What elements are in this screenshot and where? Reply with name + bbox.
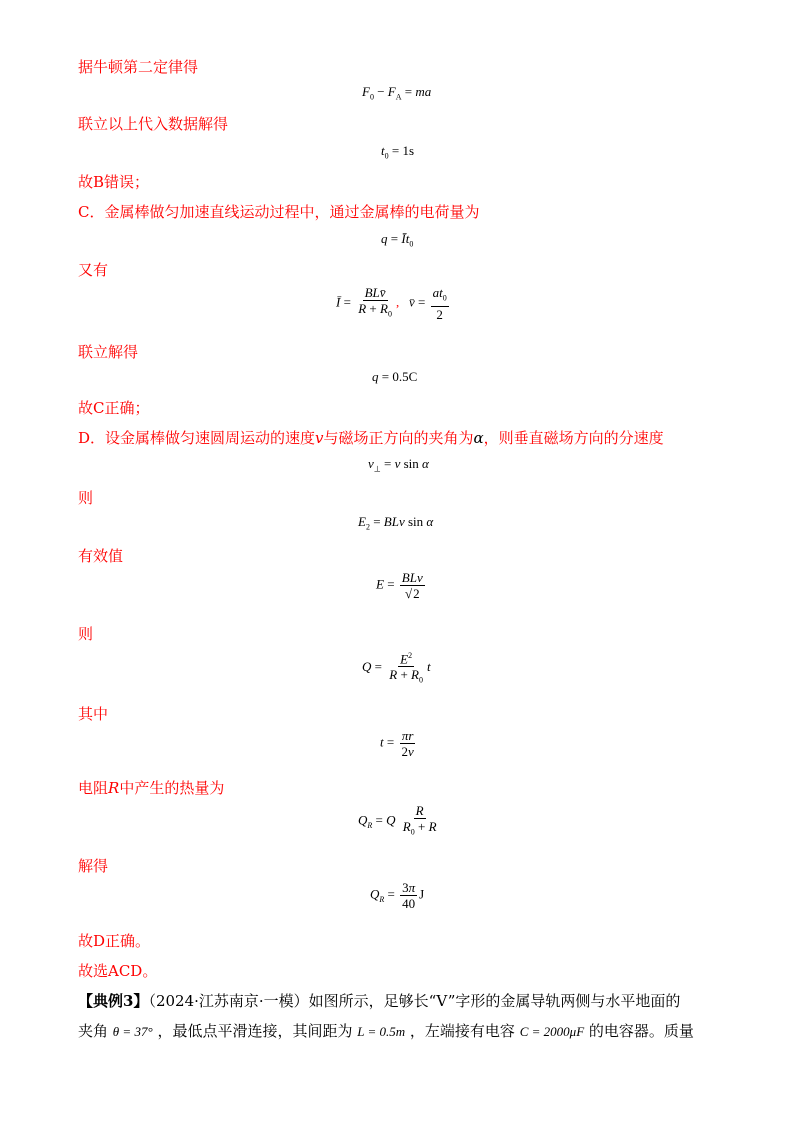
equation-charge: $q = Īt_0$ [381,231,414,249]
text-line: 有效值 [78,547,124,565]
text-line: 解得 [78,857,109,875]
text-line: 又有 [78,261,109,279]
capacitance-value: C = 2000μF [519,1024,585,1039]
example-line-2: 夹角 θ = 37° ，最低点平滑连接，其间距为 L = 0.5m ，左端接有电容 C = 2000μF 的电容器。质量 [78,1022,694,1040]
text-line: 故B错误； [78,173,150,191]
text-line-d: D．设金属棒做匀速圆周运动的速度v与磁场正方向的夹角为α，则垂直磁场方向的分速度 [78,429,664,447]
text-line: 故D正确。 [78,932,151,950]
text-line: 故选ACD。 [78,962,158,980]
example-heading: 【典例3】（2024·江苏南京·一模）如图所示，足够长“V”字形的金属导轨两侧与水平地面的 [78,992,681,1010]
equation-qr-result: $Q_R$ = $\frac{3\pi}{40}$ J [370,880,425,911]
equation-v-perp: $v_\perp = v$ sin α [368,456,429,474]
example-label: 【典例3】 [78,992,149,1010]
equation-effective: E = $\frac{\text{BLv}}{√2}$ [376,570,423,601]
text-line: 联立以上代入数据解得 [78,115,229,133]
text-line: 则 [78,489,94,507]
text-line: 联立解得 [78,343,139,361]
text-line: C．金属棒做匀加速直线运动过程中，通过金属棒的电荷量为 [78,203,480,221]
text-line: 其中 [78,705,109,723]
text-line: 则 [78,625,94,643]
equation-q-value: q = 0.5C [372,369,418,384]
equation-heat: Q = $\frac{E^2}{R + R_0}$ t [362,648,431,688]
equation-t0: $t_0 = 1s$ [381,143,415,161]
text-line: 据牛顿第二定律得 [78,58,199,76]
equation-qr: $Q_R = Q$ $\frac{R}{R_0 + R}$ [358,803,437,837]
equation-average-current: Ī = $\frac{\text{BLv̄}}{R + R_0}$ , v̄ = $\frac{at_0}{2}$ [336,285,447,322]
equation-time: t = $\frac{\pi r}{2v}$ [380,728,414,759]
equation-e2: $E_2$ = BLv sin α [358,514,434,532]
equation-newton: $F_0 - F_A$ = ma [362,84,432,102]
length-value: L = 0.5m [357,1024,406,1039]
text-line: 故C正确； [78,399,150,417]
text-line-r: 电阻R中产生的热量为 [78,779,225,797]
theta-value: θ = 37° [112,1024,153,1039]
